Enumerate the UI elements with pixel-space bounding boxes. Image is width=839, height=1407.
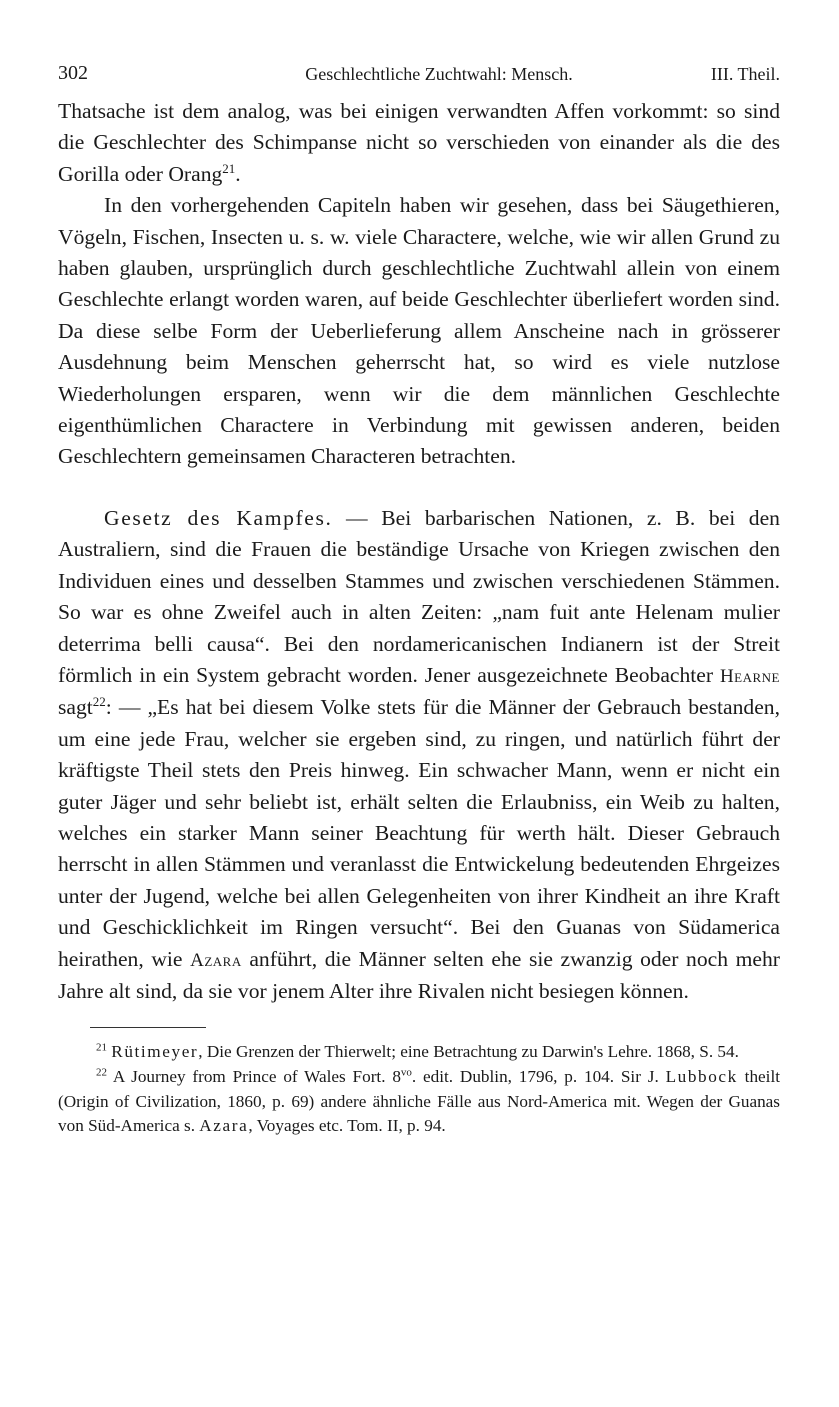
footnote-ref-21[interactable]: 21 [222, 160, 236, 176]
author-name: Rütimeyer [111, 1042, 199, 1062]
running-title: Geschlechtliche Zuchtwahl: Mensch. [305, 64, 573, 84]
paragraph-3: Gesetz des Kampfes. — Bei barbarischen Nationen, z. B. bei den Australiern, sind die Frauen die beständige Ursache von Kriegen zwischen den Individuen eines und desselben Stammes und zwischen verschiedenen Stämmen. So war es ohne Zweifel auch in alten Zeiten: „nam fuit ante Helenam mulier deterrima belli causa“. Bei den nordamericanischen Indianern ist der Streit förmlich in ein System gebracht worden. Jener ausgezeichnete Beobachter Hearne sagt$^{22}$: — „Es hat bei diesem Volke stets für die Männer der Gebrauch bestanden, um eine jede Frau, welcher sie ergeben sind, zu ringen, und natürlich führt der kräftigste Theil stets den Preis hinweg. Ein schwacher Mann, wenn er nicht ein guter Jäger und sehr beliebt ist, erhält selten die Erlaubniss, ein Weib zu halten, welches ein starker Mann seiner Beachtung für werth hält. Dieser Gebrauch herrscht in allen Stämmen und veranlasst die Entwickelung bedeutenden Ehrgeizes unter der Jugend, welche bei allen Gelegenheiten von ihrer Kindheit an ihre Kraft und Geschicklichkeit im Ringen versucht“. Bei den Guanas von Südamerica heirathen, wie Azara anführt, die Männer selten ehe sie zwanzig oder noch mehr Jahre alt sind, da sie vor jenem Alter ihre Rivalen nicht besiegen können. [58, 505, 780, 1003]
page-number: 302 [58, 62, 88, 84]
footnote-ref-22[interactable]: 22 [92, 694, 106, 710]
footnote-mark: 22 [96, 1066, 107, 1079]
author-name: Azara [190, 949, 242, 971]
section-heading: Gesetz des Kampfes. [104, 505, 333, 530]
footnotes [58, 1040, 780, 1138]
part-label: III. Theil. [710, 64, 780, 84]
paragraph-2: In den vorhergehenden Capiteln haben wir gesehen, dass bei Säugethieren, Vögeln, Fischen, Insecten u. s. w. viele Charactere, welche, wie wir allen Grund zu haben glauben, ursprünglich durch geschlechtliche Zuchtwahl allein von einem Geschlechte erlangt worden waren, auf beide Geschlechter überliefert worden sind. Da diese selbe Form der Ueberlieferung allem Anscheine nach in grösserer Ausdehnung beim Menschen geherrscht hat, so wird es viele nutzlose Wiederholungen ersparen, wenn wir die dem männlichen Geschlechte eigenthümlichen Charactere in Verbindung mit gewissen anderen, beiden Geschlechtern gemeinsamen Characteren betrachten. [58, 193, 780, 469]
author-name: Hearne [719, 665, 780, 687]
footnote-mark: 21 [96, 1041, 107, 1054]
paragraph-1: Thatsache ist dem analog, was bei einigen verwandten Affen vorkommt: so sind die Geschlechter des Schimpanse nicht so verschieden von einander als die des Gorilla oder Orang$^{21}$. [58, 99, 780, 186]
footnote-divider [90, 1027, 206, 1028]
book-page [58, 62, 780, 1139]
running-header [58, 62, 780, 96]
main-text [58, 96, 780, 1007]
footnote-21: $^{21}$ Rütimeyer, Die Grenzen der Thierwelt; eine Betrachtung zu Darwin's Lehre. 1868, S. 54. [96, 1041, 739, 1062]
author-name: Azara [199, 1116, 249, 1136]
author-name: Lubbock [665, 1066, 738, 1086]
footnote-22: $^{22}$ A Journey from Prince of Wales Fort. $8^{vo}$. edit. Dublin, 1796, p. 104. Sir J. Lubbock theilt (Origin of Civilization, 1860, p. 69) andere ähnliche Fälle aus Nord-America mit. Wegen der Guanas von Süd-America s. Azara, Voyages etc. Tom. II, p. 94. [58, 1066, 781, 1136]
